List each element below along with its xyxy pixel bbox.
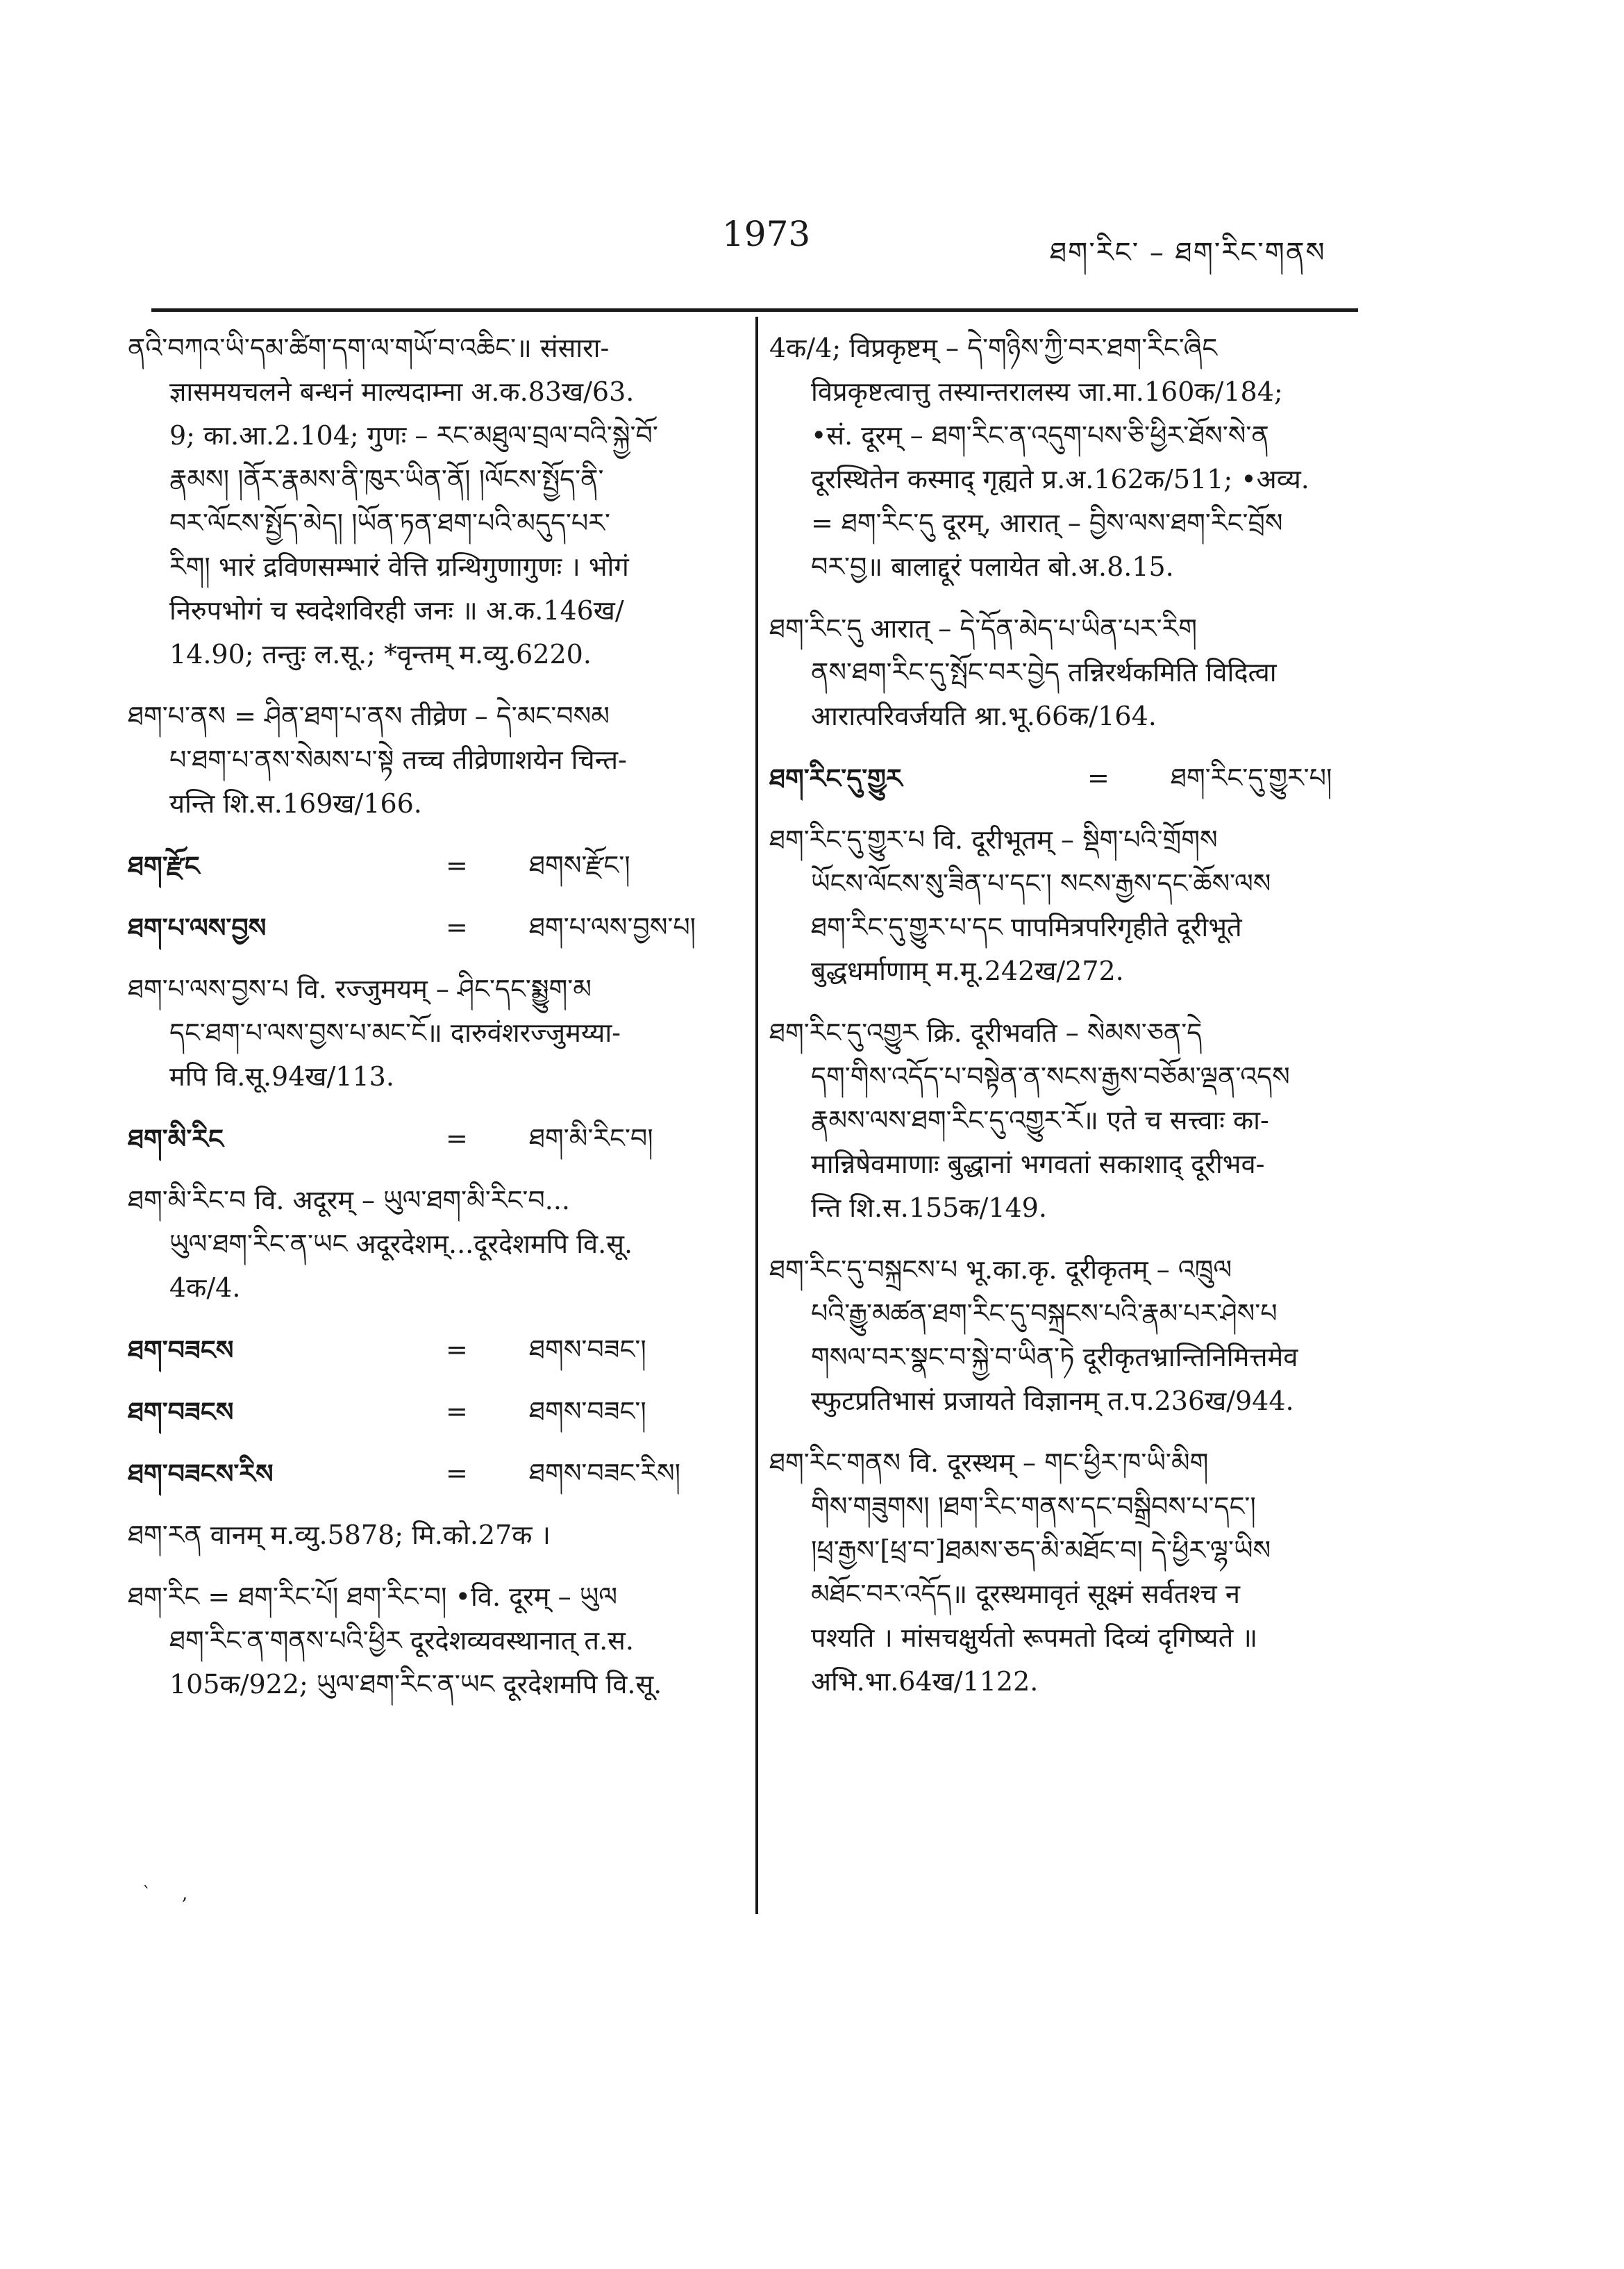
entry-line: གིས་གཟུགས། །ཐག་རིང་གནས་དང་བསྒྲིབས་པ་དང་།	[811, 1491, 1256, 1522]
reference-target: ཐག་རིང་དུ་གྱུར་པ།	[1171, 763, 1332, 793]
entry-line: न्ति शि.स.155क/149.	[811, 1192, 1047, 1223]
reference-target: ཐགས་བཟང་།	[529, 1396, 646, 1427]
reference-target: ཐགས་བཟང་།	[529, 1334, 646, 1365]
entry-line: པའི་རྒྱུ་མཚན་ཐག་རིང་དུ་བསྐྲངས་པའི་རྣམ་པར་ཤེས་པ	[811, 1298, 1278, 1329]
entry-line: 4क/4; विप्रकृष्टम् – དེ་གཉིས་ཀྱི་བར་ཐག་རིང་ཞིང	[769, 333, 1218, 363]
reference-target: ཐག་མི་རིང་བ།	[529, 1123, 653, 1154]
dictionary-entry	[128, 967, 732, 1099]
entry-line: པ་ཐག་པ་ནས་སེམས་པ་སྟེ तच्च तीव्रेणाशयेन चिन्त-	[169, 745, 627, 775]
cross-reference-entry	[128, 1117, 732, 1161]
entry-line: पश्यति । मांसचक्षुर्यतो रूपमतो दिव्यं दृगिष्यते ॥	[811, 1622, 1258, 1653]
cross-reference-entry	[128, 1390, 732, 1433]
entry-line: विप्रकृष्टत्वात्तु तस्यान्तरालस्य जा.मा.160क/184;	[811, 376, 1283, 407]
cross-reference-entry	[128, 844, 732, 888]
entry-line: 105क/922; ཡུལ་ཐག་རིང་ན་ཡང दूरदेशमपि वि.सू.	[169, 1669, 662, 1699]
equals-sign: =	[1087, 763, 1110, 793]
entry-line: मपि वि.सू.94ख/113.	[169, 1061, 394, 1092]
headword: ཐག་རྫོང	[128, 850, 200, 881]
cross-reference-entry	[769, 756, 1380, 800]
entry-line: རིག། भारं द्रविणसम्भारं वेत्ति ग्रन्थिगुणागुणः । भोगं	[169, 551, 629, 582]
headword: ཐག་བཟངས་རིས	[128, 1458, 274, 1489]
right-column	[769, 326, 1380, 1722]
entry-line: ཐག་རིང་དུ आरात् – དེ་དོན་མེད་པ་ཡིན་པར་རིག	[769, 613, 1198, 644]
dictionary-entry	[769, 1248, 1380, 1423]
entry-line: निरुपभोगं च स्वदेशविरही जनः ॥ अ.क.146ख/	[169, 595, 624, 626]
equals-sign: =	[446, 1458, 468, 1488]
equals-sign: =	[446, 1123, 468, 1154]
headword: ཐག་མི་རིང	[128, 1123, 224, 1154]
entry-line: ཐག་རིང་གནས वि. दूरस्थम् – གང་ཕྱིར་ཁ་ཡི་མིག	[769, 1447, 1209, 1478]
entry-line: दूरस्थितेन कस्माद् गृह्यते प्र.अ.162क/511; •अव्य.	[811, 464, 1309, 494]
entry-line: ཐག་རིང་དུ་འགྱུར क्रि. दूरीभवति – སེམས་ཅན་དེ	[769, 1017, 1203, 1048]
dictionary-entry	[769, 326, 1380, 589]
headword: ཐག་བཟངས	[128, 1396, 234, 1427]
entry-line: ནས་ཐག་རིང་དུ་སྤོང་བར་བྱེད तन्निरर्थकमिति विदित्वा	[811, 657, 1277, 688]
dictionary-entry	[769, 818, 1380, 993]
entry-line: ཐག་རིང = ཐག་རིང་པོ། ཐག་རིང་བ། •वि. दूरम् – ཡུལ	[128, 1581, 618, 1612]
entry-line: = ཐག་རིང་དུ दूरम्, आरात् – བྱིས་ལས་ཐག་རིང་བྲོས	[811, 508, 1283, 538]
dictionary-entry	[128, 1513, 732, 1557]
entry-line: ཐག་རན वानम् म.व्यु.5878; मि.को.27क ।	[128, 1520, 551, 1550]
equals-sign: =	[446, 912, 468, 942]
entry-line: ནའི་བཀའ་ཡི་དམ་ཚིག་དག་ལ་གཡོ་བ་འཆིང་॥ संसारा-	[128, 333, 610, 363]
dictionary-entry	[769, 1441, 1380, 1704]
reference-target: ཐགས་བཟང་རིས།	[529, 1458, 681, 1488]
entry-line: बुद्धधर्माणाम् म.मू.242ख/272.	[811, 956, 1124, 986]
entry-line: རྣམས། །ནོར་རྣམས་ནི་ཁུར་ཡིན་ནོ། །ལོངས་སྤྱོད་ནི་	[169, 464, 604, 494]
top-rule	[151, 308, 1358, 312]
dictionary-entry	[128, 1179, 732, 1310]
entry-line: आरात्परिवर्जयति श्रा.भू.66क/164.	[811, 701, 1157, 731]
page-number: 1973	[722, 214, 811, 254]
entry-line: मान्निषेवमाणाः बुद्धानां भगवतां सकाशाद् दूरीभव-	[811, 1149, 1265, 1179]
headword: ཐག་པ་ལས་བྱས	[128, 912, 267, 943]
dictionary-entry	[128, 326, 732, 676]
entry-line: ཐག་རིང་དུ་གྱུར་པ་དང पापमित्रपरिगृहीते दूरीभूते	[811, 912, 1242, 942]
equals-sign: =	[446, 850, 468, 881]
entry-line: •सं. दूरम् – ཐག་རིང་ན་འདུག་པས་ཅི་ཕྱིར་ཐོས་སེ་ན	[811, 420, 1269, 451]
entry-line: དང་ཐག་པ་ལས་བྱས་པ་མང་ངོ॥ दारुवंशरज्जुमय्या-	[169, 1017, 621, 1048]
entry-line: ཐག་མི་རིང་བ वि. अदूरम् – ཡུལ་ཐག་མི་རིང་བ...	[128, 1185, 570, 1215]
entry-line: ཐག་རིང་དུ་གྱུར་པ वि. दूरीभूतम् – སྡིག་པའི་གྲོགས	[769, 824, 1218, 855]
entry-line: བར་བྱ॥ बालाद्दूरं पलायेत बो.अ.8.15.	[811, 551, 1174, 582]
entry-line: 9; का.आ.2.104; गुणः – རང་མཐུལ་བྲལ་བའི་སྐྱེ་བོ་	[169, 420, 658, 451]
cross-reference-entry	[128, 906, 732, 949]
entry-line: यन्ति शि.स.169ख/166.	[169, 788, 422, 819]
entry-line: अभि.भा.64ख/1122.	[811, 1666, 1039, 1697]
cross-reference-entry	[128, 1328, 732, 1372]
reference-target: ཐག་པ་ལས་བྱས་པ།	[529, 912, 696, 942]
entry-line: ज्ञासमयचलने बन्धनं माल्यदाम्ना अ.क.83ख/63.	[169, 376, 635, 407]
entry-line: 4क/4.	[169, 1272, 241, 1303]
entry-line: ཡུལ་ཐག་རིང་ན་ཡང अदूरदेशम्...दूरदेशमपि वि.सू.	[169, 1229, 633, 1259]
entry-line: མཐོང་བར་འདོད॥ दूरस्थमावृतं सूक्ष्मं सर्वतश्च न	[811, 1579, 1240, 1609]
left-column	[128, 326, 732, 1724]
entry-line: གསལ་བར་སྣང་བ་སྐྱེ་བ་ཡིན་ཏེ दूरीकृतभ्रान्तिनिमित्तमेव	[811, 1342, 1298, 1372]
entry-line: །ཕྲ་རྒྱས་[ཕྲ་བ་]ཐམས་ཅད་མི་མཐོང་བ། དེ་ཕྱིར་ལྷ་ཡིས	[811, 1535, 1271, 1565]
column-divider	[755, 317, 758, 1914]
entry-line: རྣམས་ལས་ཐག་རིང་དུ་འགྱུར་རོ॥ एते च सत्त्वाः का-	[811, 1105, 1269, 1136]
running-head: ཐག་རིང་ – ཐག་རིང་གནས	[1050, 237, 1326, 269]
entry-line: དག་གིས་འདོད་པ་བསྟེན་ན་སངས་རྒྱས་བཅོམ་ལྡན་འདས	[811, 1061, 1290, 1092]
scan-mark: `	[142, 1884, 151, 1904]
equals-sign: =	[446, 1334, 468, 1365]
entry-line: 14.90; तन्तुः ल.सू.; *वृन्तम् म.व्यु.6220.	[169, 639, 592, 670]
reference-target: ཐགས་རྫོང་།	[529, 850, 630, 881]
headword: ཐག་རིང་དུ་གྱུར	[769, 763, 903, 794]
dictionary-entry	[769, 607, 1380, 738]
entry-line: ཐག་རིང་ན་གནས་པའི་ཕྱིར दूरदेशव्यवस्थानात् त.स.	[169, 1625, 634, 1656]
entry-line: ཐག་རིང་དུ་བསྐྲངས་པ भू.का.कृ. दूरीकृतम् – འཁྲུལ	[769, 1254, 1232, 1285]
headword: ཐག་བཟངས	[128, 1334, 234, 1365]
entry-line: ཐག་པ་ལས་བྱས་པ वि. रज्जुमयम् – ཤིང་དང་སྨྱུག་མ	[128, 974, 592, 1004]
dictionary-entry	[128, 695, 732, 826]
dictionary-entry	[128, 1575, 732, 1706]
entry-line: ཡོངས་ལོངས་སུ་ཟིན་པ་དང་། སངས་རྒྱས་དང་ཆོས་ལས	[811, 868, 1271, 899]
equals-sign: =	[446, 1396, 468, 1427]
entry-line: བར་ལོངས་སྤྱོད་མེད། །ཡོན་ཏན་ཐག་པའི་མདུད་པར་	[169, 508, 610, 538]
cross-reference-entry	[128, 1452, 732, 1495]
entry-line: ཐག་པ་ནས = ཤིན་ཐག་པ་ནས तीव्रेण – དེ་མང་བསམ	[128, 701, 610, 731]
dictionary-entry	[769, 1011, 1380, 1230]
scan-mark: ,	[182, 1884, 188, 1904]
entry-line: स्फुटप्रतिभासं प्रजायते विज्ञानम् त.प.236ख/944.	[811, 1386, 1294, 1416]
